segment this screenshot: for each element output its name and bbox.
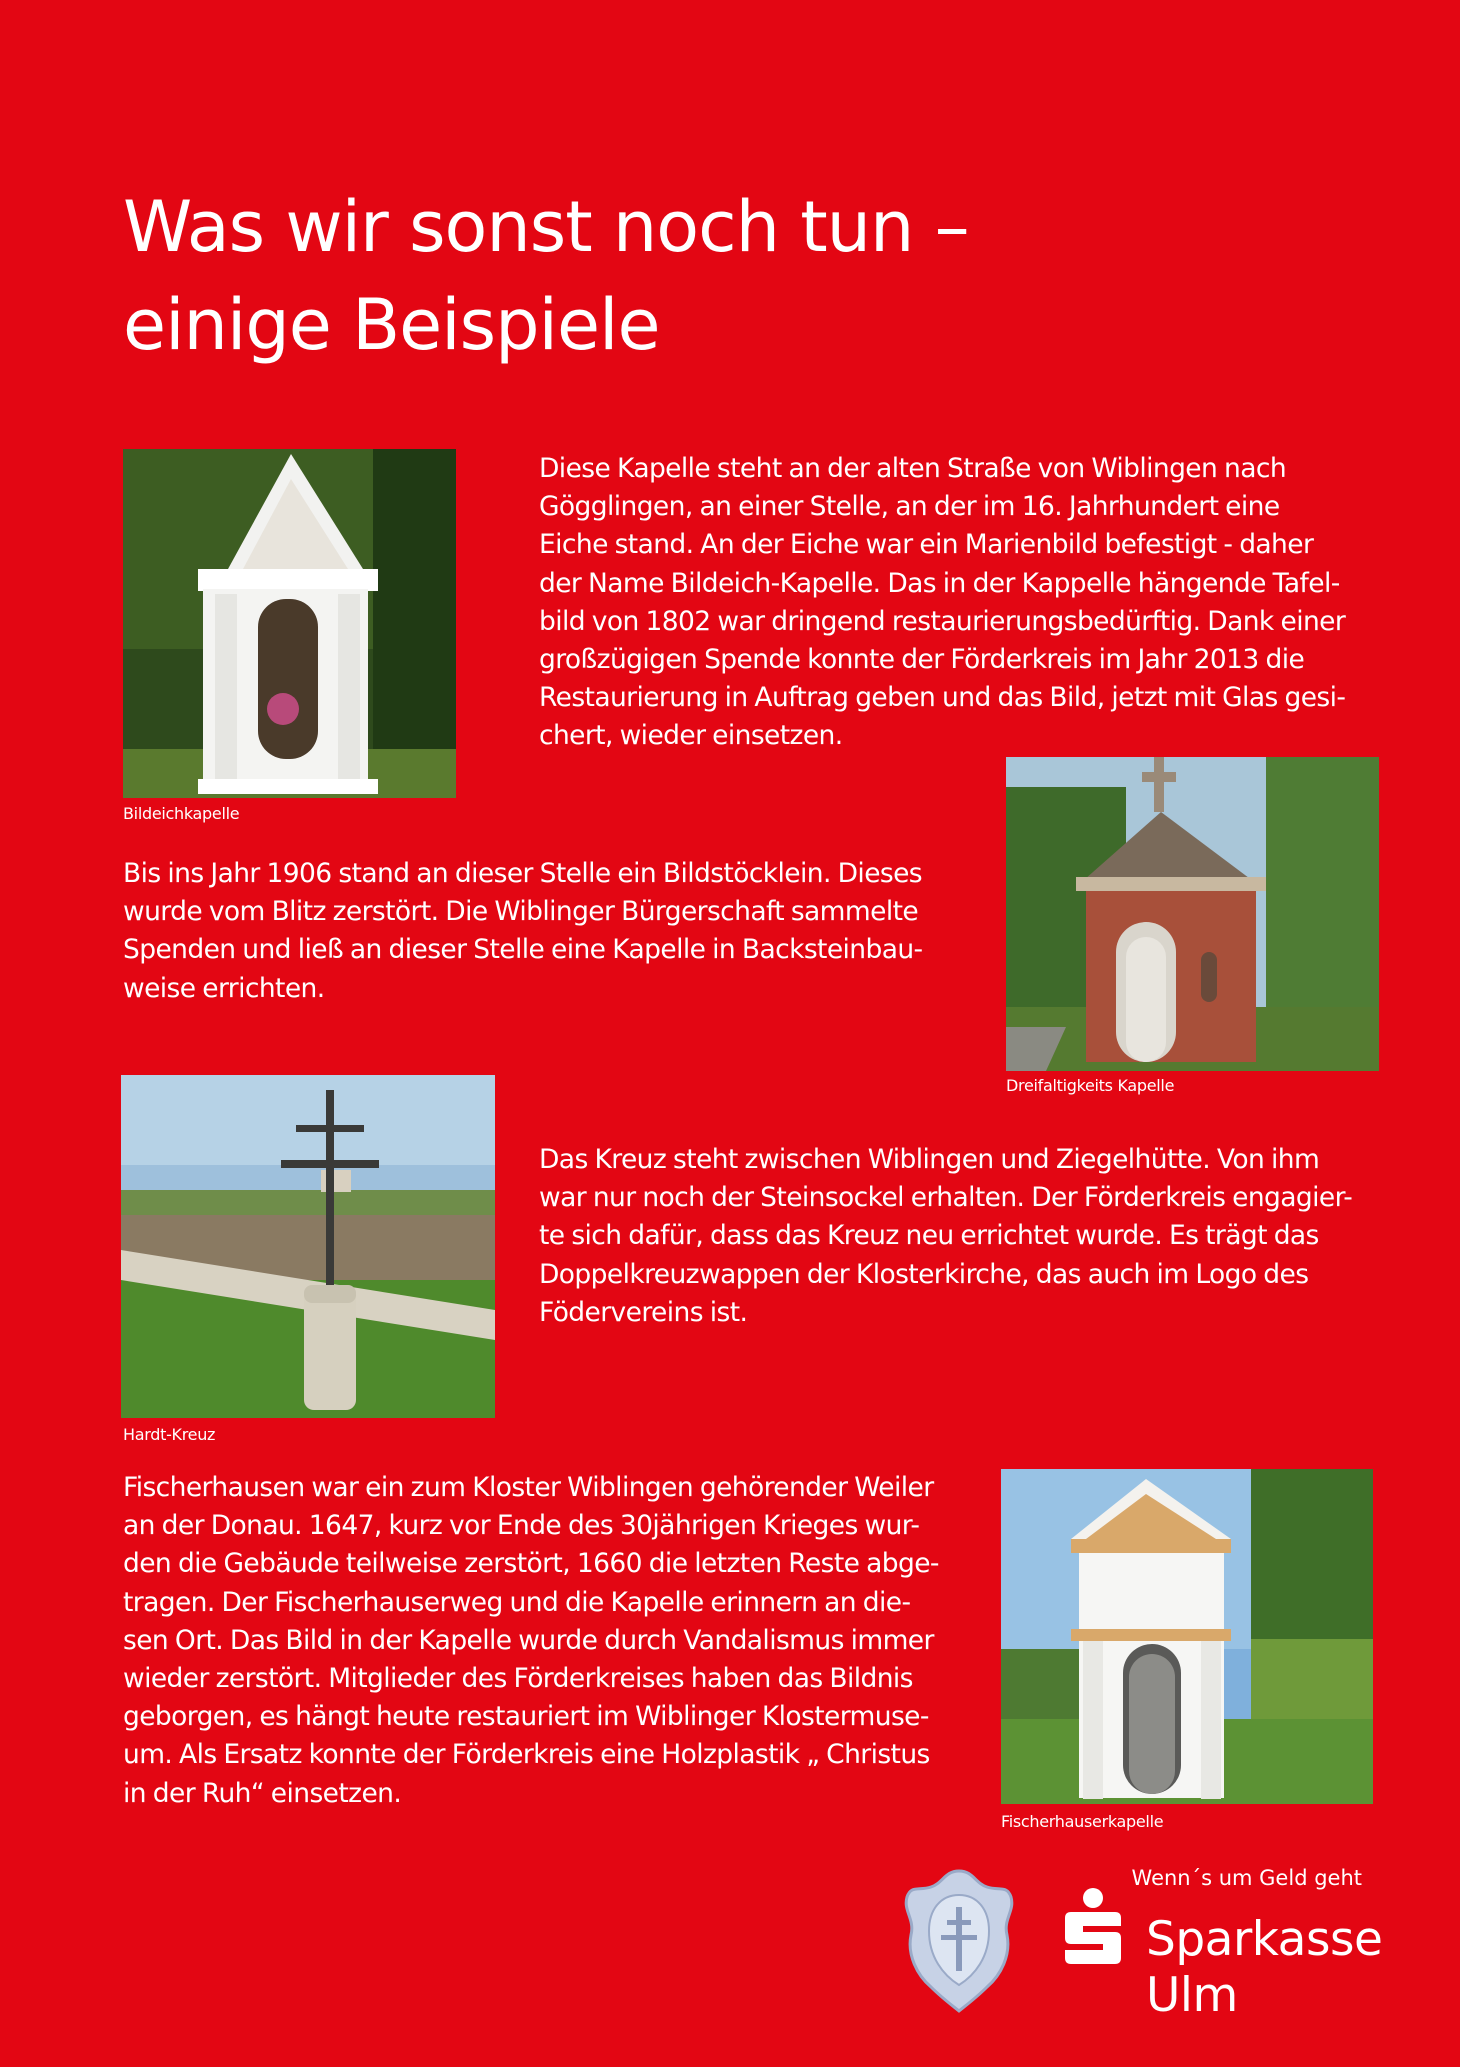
text-line: Gögglingen, an einer Stelle, an der im 16. Jahrhundert eine <box>539 491 1280 523</box>
caption-fischerhauserkapelle: Fischerhauserkapelle <box>1001 1812 1164 1831</box>
text-line: wieder zerstört. Mitglieder des Förderkreises haben das Bildnis <box>123 1663 913 1695</box>
text-line: bild von 1802 war dringend restaurierungsbedürftig. Dank einer <box>539 605 1346 637</box>
text-line: Födervereins ist. <box>539 1296 748 1328</box>
brand-line-1: Sparkasse <box>1146 1912 1383 1967</box>
text-line: in der Ruh“ einsetzen. <box>123 1777 402 1809</box>
page-title-line-1: Was wir sonst noch tun – <box>123 186 969 268</box>
text-line: war nur noch der Steinsockel erhalten. Der Förderkreis engagier- <box>539 1182 1353 1214</box>
text-line: um. Als Ersatz konnte der Förderkreis eine Holzplastik „ Christus <box>123 1739 930 1771</box>
double-cross-crest-icon <box>903 1865 1015 2015</box>
text-line: geborgen, es hängt heute restauriert im Wiblinger Klostermuse- <box>123 1701 929 1733</box>
text-line: wurde vom Blitz zerstört. Die Wiblinger Bürgerschaft sammelte <box>123 896 919 928</box>
section-2-text <box>123 855 923 1008</box>
caption-hardt-kreuz: Hardt-Kreuz <box>123 1425 216 1444</box>
hardt-kreuz-photo <box>121 1075 495 1418</box>
text-line: weise errichten. <box>123 972 325 1004</box>
fischerhauserkapelle-photo <box>1001 1469 1373 1804</box>
text-line: chert, wieder einsetzen. <box>539 720 843 752</box>
section-1-text <box>539 450 1345 756</box>
text-line: Restaurierung in Auftrag geben und das Bild, jetzt mit Glas gesi- <box>539 682 1346 714</box>
page-title <box>123 178 969 374</box>
text-line: Eiche stand. An der Eiche war ein Marienbild befestigt - daher <box>539 529 1314 561</box>
text-line: sen Ort. Das Bild in der Kapelle wurde durch Vandalismus immer <box>123 1624 934 1656</box>
caption-bildeichkapelle: Bildeichkapelle <box>123 804 240 823</box>
section-3-text <box>539 1141 1352 1332</box>
caption-dreifaltigkeits-kapelle: Dreifaltigkeits Kapelle <box>1006 1076 1175 1095</box>
text-line: Bis ins Jahr 1906 stand an dieser Stelle ein Bildstöcklein. Dieses <box>123 858 923 889</box>
page-title-line-2: einige Beispiele <box>123 284 660 366</box>
text-line: Diese Kapelle steht an der alten Straße von Wiblingen nach <box>539 453 1287 484</box>
bildeichkapelle-photo <box>123 449 456 798</box>
sparkasse-tagline: Wenn´s um Geld geht <box>1131 1866 1362 1890</box>
brand-line-2: Ulm <box>1146 1968 1238 2023</box>
text-line: der Name Bildeich-Kapelle. Das in der Kappelle hängende Tafel- <box>539 567 1340 599</box>
sparkasse-brand-name <box>1146 1912 1382 2024</box>
section-4-text <box>123 1469 939 1813</box>
text-line: Fischerhausen war ein zum Kloster Wiblingen gehörender Weiler <box>123 1472 934 1503</box>
sparkasse-s-icon <box>1063 1888 1123 1964</box>
text-line: großzügigen Spende konnte der Förderkreis im Jahr 2013 die <box>539 644 1305 676</box>
text-line: an der Donau. 1647, kurz vor Ende des 30jährigen Krieges wur- <box>123 1510 920 1542</box>
text-line: tragen. Der Fischerhauserweg und die Kapelle erinnern an die- <box>123 1586 911 1618</box>
text-line: den die Gebäude teilweise zerstört, 1660 die letzten Reste abge- <box>123 1548 939 1580</box>
text-line: Das Kreuz steht zwischen Wiblingen und Ziegelhütte. Von ihm <box>539 1144 1320 1175</box>
dreifaltigkeits-kapelle-photo <box>1006 757 1379 1071</box>
text-line: Spenden und ließ an dieser Stelle eine Kapelle in Backsteinbau- <box>123 934 923 966</box>
text-line: te sich dafür, dass das Kreuz neu errichtet wurde. Es trägt das <box>539 1220 1319 1252</box>
text-line: Doppelkreuzwappen der Klosterkirche, das auch im Logo des <box>539 1258 1309 1290</box>
